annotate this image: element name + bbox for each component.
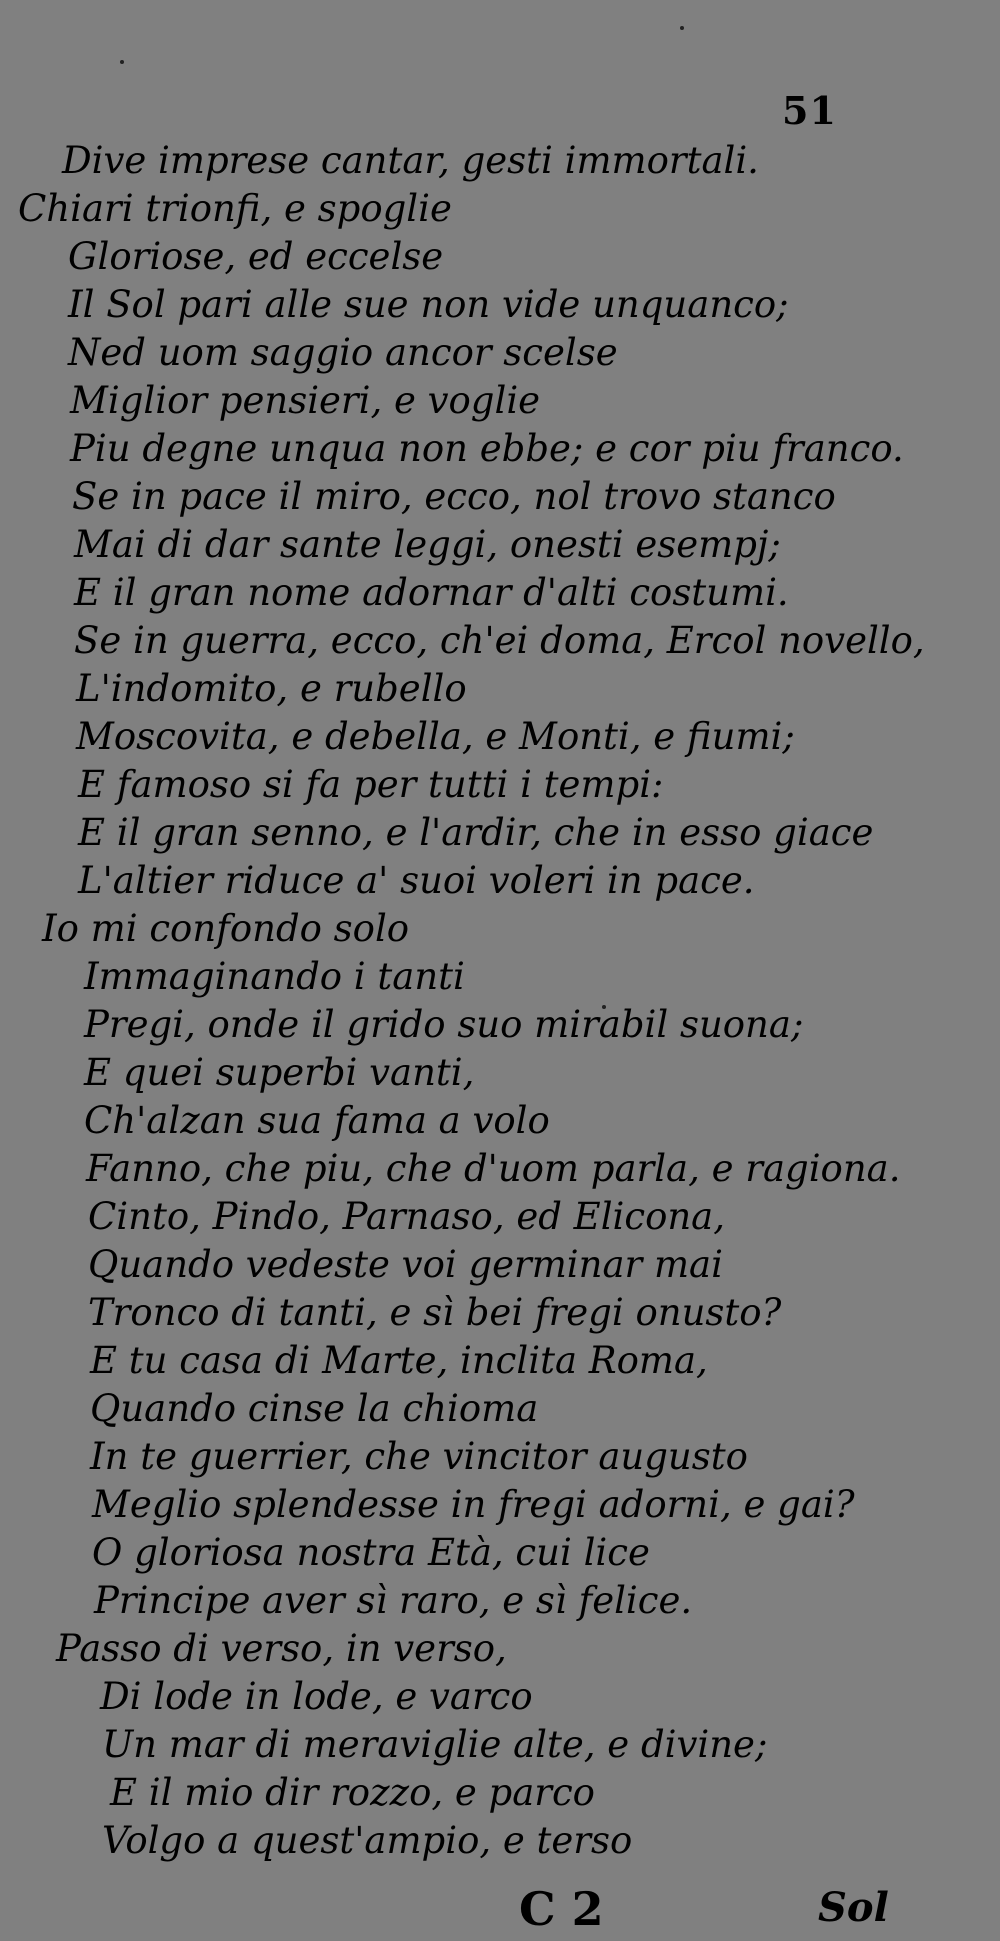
poem-line: Fanno, che piu, che d'uom parla, e ragiona. — [86, 1147, 901, 1190]
poem-line: Se in pace il miro, ecco, nol trovo stanco — [72, 475, 836, 518]
poem-line: Dive imprese cantar, gesti immortali. — [62, 139, 759, 182]
poem-line: Moscovita, e debella, e Monti, e fiumi; — [76, 715, 795, 758]
poem-line: Gloriose, ed eccelse — [68, 235, 444, 278]
poem-line: Piu degne unqua non ebbe; e cor piu franco. — [70, 427, 904, 470]
poem-line: Passo di verso, in verso, — [56, 1627, 507, 1670]
poem-line: Di lode in lode, e varco — [100, 1675, 533, 1718]
catchword: Sol — [818, 1884, 889, 1931]
poem-line: L'altier riduce a' suoi voleri in pace. — [78, 859, 755, 902]
poem-line: Un mar di meraviglie alte, e divine; — [102, 1723, 768, 1766]
poem-line: Mai di dar sante leggi, onesti esempj; — [74, 523, 781, 566]
poem-line: Principe aver sì raro, e sì felice. — [94, 1579, 693, 1622]
poem-line: O gloriosa nostra Età, cui lice — [92, 1531, 650, 1574]
poem-line: Volgo a quest'ampio, e terso — [102, 1819, 633, 1862]
page-number: 51 — [782, 88, 837, 133]
signature-mark: C 2 — [519, 1882, 604, 1936]
poem-line: Chiari trionfi, e spoglie — [18, 187, 452, 230]
ink-speck — [680, 26, 684, 30]
poem-line: Tronco di tanti, e sì bei fregi onusto? — [88, 1291, 782, 1334]
poem-line: E il gran senno, e l'ardir, che in esso giace — [78, 811, 874, 854]
ink-speck — [120, 60, 124, 64]
poem-line: E tu casa di Marte, inclita Roma, — [90, 1339, 708, 1382]
poem-line: Cinto, Pindo, Parnaso, ed Elicona, — [88, 1195, 726, 1238]
poem-line: L'indomito, e rubello — [76, 667, 467, 710]
poem-line: Se in guerra, ecco, ch'ei doma, Ercol novello, — [74, 619, 925, 662]
poem-line: Il Sol pari alle sue non vide unquanco; — [68, 283, 789, 326]
poem-line: Miglior pensieri, e voglie — [70, 379, 541, 422]
poem-line: Quando cinse la chioma — [90, 1387, 539, 1430]
poem-line: Quando vedeste voi germinar mai — [88, 1243, 723, 1286]
poem-line: In te guerrier, che vincitor augusto — [90, 1435, 748, 1478]
poem-line: Ned uom saggio ancor scelse — [68, 331, 618, 374]
poem-line: Ch'alzan sua fama a volo — [84, 1099, 550, 1142]
poem-line: Io mi confondo solo — [42, 907, 410, 950]
poem-line: Pregi, onde il grido suo mirabil suona; — [84, 1003, 804, 1046]
poem-line: E quei superbi vanti, — [84, 1051, 475, 1094]
poem-line: Immaginando i tanti — [84, 955, 465, 998]
poem-line: E il mio dir rozzo, e parco — [110, 1771, 595, 1814]
poem-line: Meglio splendesse in fregi adorni, e gai? — [92, 1483, 855, 1526]
poem-line: E il gran nome adornar d'alti costumi. — [74, 571, 789, 614]
poem-line: E famoso si fa per tutti i tempi: — [78, 763, 664, 806]
